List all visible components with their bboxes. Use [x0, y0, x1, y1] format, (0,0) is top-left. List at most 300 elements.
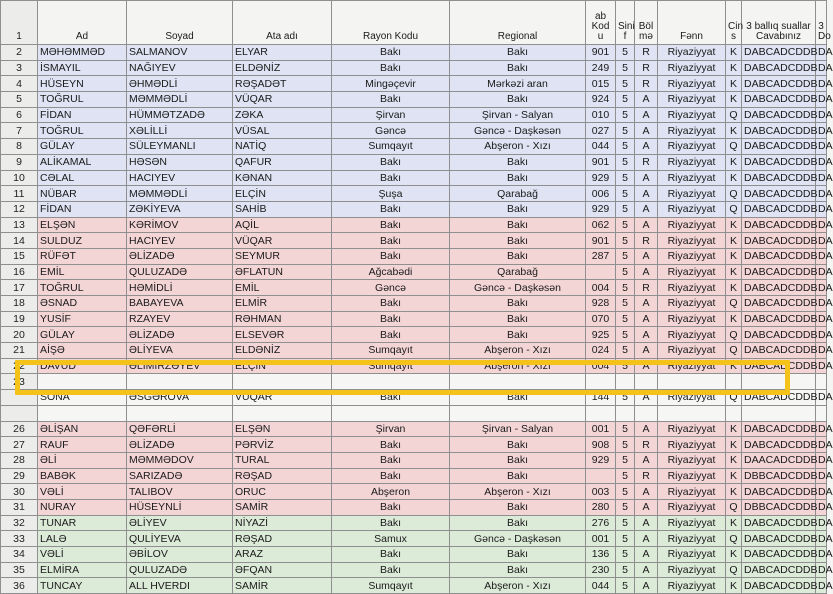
cell-kod[interactable]: 249: [586, 60, 616, 76]
cell-kod[interactable]: 924: [586, 92, 616, 108]
cell-cins[interactable]: K: [726, 452, 742, 468]
cell-ata-adi[interactable]: ELÇİN: [233, 186, 332, 202]
cell-bolme[interactable]: A: [635, 107, 658, 123]
cell-ad[interactable]: AİŞƏ: [38, 343, 127, 359]
cell-fenn[interactable]: Riyaziyyat: [658, 421, 726, 437]
cell-fenn[interactable]: Riyaziyyat: [658, 468, 726, 484]
cell-ad[interactable]: GÜLAY: [38, 327, 127, 343]
cell-soyad[interactable]: KƏRİMOV: [127, 217, 233, 233]
cell-ata-adi[interactable]: ELDƏNİZ: [233, 60, 332, 76]
cell-sinif[interactable]: 5: [616, 233, 635, 249]
column-header-ata-adi[interactable]: Ata adı: [233, 1, 332, 45]
cell-cins[interactable]: Q: [726, 343, 742, 359]
cell-fenn[interactable]: Riyaziyyat: [658, 311, 726, 327]
cell-regional[interactable]: Şirvan - Salyan: [450, 107, 586, 123]
cell-rayon[interactable]: Bakı: [332, 311, 450, 327]
cell-rayon[interactable]: Ağcabədi: [332, 264, 450, 280]
cell-ata-adi[interactable]: VÜQAR: [233, 233, 332, 249]
cell-kod[interactable]: 280: [586, 499, 616, 515]
cell-extra[interactable]: DA: [816, 170, 827, 186]
cell-cavab[interactable]: DABCADCDDB: [742, 217, 816, 233]
cell-regional[interactable]: Abşeron - Xızı: [450, 139, 586, 155]
cell-extra[interactable]: DA: [816, 76, 827, 92]
cell-sinif[interactable]: 5: [616, 358, 635, 374]
cell-sinif[interactable]: 5: [616, 547, 635, 563]
cell-cins[interactable]: Q: [726, 201, 742, 217]
cell-cins[interactable]: K: [726, 60, 742, 76]
cell-ad[interactable]: TOĞRUL: [38, 280, 127, 296]
cell-regional[interactable]: Bakı: [450, 452, 586, 468]
cell-soyad[interactable]: SÜLEYMANLI: [127, 139, 233, 155]
cell-extra[interactable]: DA: [816, 499, 827, 515]
row-number[interactable]: 2: [1, 45, 38, 61]
cell-extra[interactable]: DA: [816, 280, 827, 296]
cell-ad[interactable]: TUNAR: [38, 515, 127, 531]
cell-ata-adi[interactable]: NİYAZİ: [233, 515, 332, 531]
cell-soyad[interactable]: ƏLİZADƏ: [127, 248, 233, 264]
cell-sinif[interactable]: 5: [616, 437, 635, 453]
cell-soyad[interactable]: SALMANOV: [127, 45, 233, 61]
cell-extra[interactable]: DA: [816, 327, 827, 343]
cell-fenn[interactable]: Riyaziyyat: [658, 578, 726, 594]
cell-regional[interactable]: Abşeron - Xızı: [450, 578, 586, 594]
cell-bolme[interactable]: A: [635, 296, 658, 312]
cell-sinif[interactable]: 5: [616, 531, 635, 547]
row-number[interactable]: 16: [1, 264, 38, 280]
cell-sinif[interactable]: 5: [616, 499, 635, 515]
cell-fenn[interactable]: Riyaziyyat: [658, 484, 726, 500]
cell-soyad[interactable]: [127, 374, 233, 390]
cell-bolme[interactable]: A: [635, 531, 658, 547]
cell-soyad[interactable]: QULİYEVA: [127, 531, 233, 547]
cell-extra[interactable]: DA: [816, 139, 827, 155]
cell-cins[interactable]: Q: [726, 327, 742, 343]
cell-kod[interactable]: 044: [586, 578, 616, 594]
cell-rayon[interactable]: Sumqayıt: [332, 578, 450, 594]
cell-ata-adi[interactable]: VÜSAL: [233, 123, 332, 139]
cell-ata-adi[interactable]: SAMİR: [233, 578, 332, 594]
cell-fenn[interactable]: Riyaziyyat: [658, 547, 726, 563]
row-number[interactable]: 36: [1, 578, 38, 594]
cell-sinif[interactable]: 5: [616, 123, 635, 139]
cell-kod[interactable]: 001: [586, 421, 616, 437]
cell-cins[interactable]: Q: [726, 531, 742, 547]
cell-cavab[interactable]: DABCADCDDB: [742, 154, 816, 170]
row-number[interactable]: 4: [1, 76, 38, 92]
cell-ata-adi[interactable]: NATİQ: [233, 139, 332, 155]
cell-rayon[interactable]: Bakı: [332, 217, 450, 233]
cell-ata-adi[interactable]: RƏŞAD: [233, 468, 332, 484]
cell-soyad[interactable]: XƏLİLLİ: [127, 123, 233, 139]
column-header-regional[interactable]: Regional: [450, 1, 586, 45]
cell-soyad[interactable]: MƏMMƏDLİ: [127, 186, 233, 202]
cell-bolme[interactable]: A: [635, 547, 658, 563]
cell-cins[interactable]: Q: [726, 499, 742, 515]
cell-rayon[interactable]: Gəncə: [332, 123, 450, 139]
cell-sinif[interactable]: 5: [616, 280, 635, 296]
cell-cins[interactable]: K: [726, 92, 742, 108]
cell-kod[interactable]: 929: [586, 452, 616, 468]
cell-ad[interactable]: ELMİRA: [38, 562, 127, 578]
cell-ad[interactable]: SULDUZ: [38, 233, 127, 249]
cell-cavab[interactable]: DABCADCDDB: [742, 562, 816, 578]
cell-fenn[interactable]: Riyaziyyat: [658, 264, 726, 280]
cell-ata-adi[interactable]: ELMİR: [233, 296, 332, 312]
cell-cins[interactable]: K: [726, 547, 742, 563]
cell-cavab[interactable]: [742, 405, 816, 421]
row-number[interactable]: 6: [1, 107, 38, 123]
cell-regional[interactable]: [450, 374, 586, 390]
cell-cavab[interactable]: DABCADCDDB: [742, 264, 816, 280]
cell-ad[interactable]: TOĞRUL: [38, 123, 127, 139]
cell-ata-adi[interactable]: VÜQAR: [233, 92, 332, 108]
cell-extra[interactable]: DA: [816, 343, 827, 359]
cell-bolme[interactable]: R: [635, 154, 658, 170]
cell-regional[interactable]: Bakı: [450, 468, 586, 484]
column-header-bolme[interactable]: Böl mə: [635, 1, 658, 45]
cell-kod[interactable]: 015: [586, 76, 616, 92]
cell-soyad[interactable]: MƏMMƏDOV: [127, 452, 233, 468]
cell-kod[interactable]: 136: [586, 547, 616, 563]
cell-ad[interactable]: FİDAN: [38, 201, 127, 217]
cell-soyad[interactable]: SARIZADƏ: [127, 468, 233, 484]
cell-regional[interactable]: Bakı: [450, 515, 586, 531]
cell-ad[interactable]: FİDAN: [38, 107, 127, 123]
cell-bolme[interactable]: A: [635, 217, 658, 233]
cell-cavab[interactable]: DABCADCDDB: [742, 311, 816, 327]
row-number[interactable]: 32: [1, 515, 38, 531]
cell-bolme[interactable]: A: [635, 201, 658, 217]
row-number[interactable]: 31: [1, 499, 38, 515]
cell-cavab[interactable]: DABCADCDDB: [742, 123, 816, 139]
row-number[interactable]: 23: [1, 374, 38, 390]
cell-bolme[interactable]: R: [635, 76, 658, 92]
row-number[interactable]: 29: [1, 468, 38, 484]
cell-rayon[interactable]: Bakı: [332, 248, 450, 264]
cell-fenn[interactable]: Riyaziyyat: [658, 76, 726, 92]
cell-sinif[interactable]: 5: [616, 311, 635, 327]
cell-rayon[interactable]: Bakı: [332, 154, 450, 170]
cell-sinif[interactable]: 5: [616, 343, 635, 359]
cell-cins[interactable]: [726, 374, 742, 390]
cell-kod[interactable]: 006: [586, 186, 616, 202]
row-number[interactable]: 10: [1, 170, 38, 186]
cell-kod[interactable]: [586, 405, 616, 421]
cell-soyad[interactable]: ƏLİZADƏ: [127, 437, 233, 453]
row-number[interactable]: 35: [1, 562, 38, 578]
cell-cavab[interactable]: DBBCADCDDB: [742, 499, 816, 515]
cell-regional[interactable]: Bakı: [450, 499, 586, 515]
row-number-header[interactable]: 1: [1, 1, 38, 45]
row-number[interactable]: 11: [1, 186, 38, 202]
cell-ata-adi[interactable]: ELSEVƏR: [233, 327, 332, 343]
cell-fenn[interactable]: Riyaziyyat: [658, 296, 726, 312]
cell-ata-adi[interactable]: SAMİR: [233, 499, 332, 515]
cell-soyad[interactable]: HACIYEV: [127, 170, 233, 186]
cell-rayon[interactable]: Sumqayıt: [332, 358, 450, 374]
cell-ad[interactable]: RAUF: [38, 437, 127, 453]
cell-ata-adi[interactable]: ELŞƏN: [233, 421, 332, 437]
cell-cins[interactable]: Q: [726, 390, 742, 406]
cell-fenn[interactable]: Riyaziyyat: [658, 217, 726, 233]
cell-bolme[interactable]: A: [635, 139, 658, 155]
cell-regional[interactable]: Bakı: [450, 217, 586, 233]
cell-kod[interactable]: 230: [586, 562, 616, 578]
cell-regional[interactable]: Bakı: [450, 233, 586, 249]
cell-fenn[interactable]: [658, 405, 726, 421]
cell-regional[interactable]: Bakı: [450, 170, 586, 186]
cell-soyad[interactable]: RZAYEV: [127, 311, 233, 327]
cell-fenn[interactable]: Riyaziyyat: [658, 107, 726, 123]
cell-fenn[interactable]: Riyaziyyat: [658, 154, 726, 170]
cell-kod[interactable]: 928: [586, 296, 616, 312]
cell-ata-adi[interactable]: ORUC: [233, 484, 332, 500]
cell-ata-adi[interactable]: RƏŞAD: [233, 531, 332, 547]
cell-extra[interactable]: DA: [816, 484, 827, 500]
row-number[interactable]: 22: [1, 358, 38, 374]
cell-cavab[interactable]: DABCADCDDB: [742, 531, 816, 547]
cell-sinif[interactable]: 5: [616, 248, 635, 264]
cell-kod[interactable]: 901: [586, 45, 616, 61]
cell-bolme[interactable]: [635, 374, 658, 390]
cell-rayon[interactable]: Şirvan: [332, 421, 450, 437]
cell-soyad[interactable]: ƏLİMİRZƏYEV: [127, 358, 233, 374]
cell-cavab[interactable]: DABCADCDDB: [742, 186, 816, 202]
cell-cavab[interactable]: DABCADCDDB: [742, 484, 816, 500]
cell-kod[interactable]: 001: [586, 531, 616, 547]
cell-regional[interactable]: Abşeron - Xızı: [450, 358, 586, 374]
cell-ad[interactable]: İSMAYIL: [38, 60, 127, 76]
cell-ad[interactable]: ƏLİŞAN: [38, 421, 127, 437]
cell-sinif[interactable]: 5: [616, 201, 635, 217]
cell-fenn[interactable]: Riyaziyyat: [658, 170, 726, 186]
cell-rayon[interactable]: Bakı: [332, 562, 450, 578]
cell-kod[interactable]: 003: [586, 484, 616, 500]
cell-kod[interactable]: 044: [586, 139, 616, 155]
cell-regional[interactable]: Abşeron - Xızı: [450, 343, 586, 359]
cell-extra[interactable]: DA: [816, 107, 827, 123]
cell-ata-adi[interactable]: SEYMUR: [233, 248, 332, 264]
cell-cavab[interactable]: DABCADCDDB: [742, 201, 816, 217]
column-header-fenn[interactable]: Fənn: [658, 1, 726, 45]
cell-bolme[interactable]: A: [635, 343, 658, 359]
cell-cavab[interactable]: DAACADCDDB: [742, 452, 816, 468]
cell-ad[interactable]: VƏLİ: [38, 547, 127, 563]
cell-ata-adi[interactable]: QAFUR: [233, 154, 332, 170]
cell-ad[interactable]: GÜLAY: [38, 139, 127, 155]
cell-bolme[interactable]: A: [635, 92, 658, 108]
cell-extra[interactable]: DA: [816, 390, 827, 406]
cell-rayon[interactable]: Abşeron: [332, 484, 450, 500]
cell-sinif[interactable]: 5: [616, 296, 635, 312]
cell-extra[interactable]: DA: [816, 45, 827, 61]
cell-cins[interactable]: K: [726, 578, 742, 594]
cell-cins[interactable]: K: [726, 311, 742, 327]
cell-soyad[interactable]: [127, 405, 233, 421]
cell-kod[interactable]: 004: [586, 358, 616, 374]
cell-extra[interactable]: DA: [816, 531, 827, 547]
column-header-suallar[interactable]: 3 ballıq suallar Cavabınız: [742, 1, 816, 45]
row-number[interactable]: 34: [1, 547, 38, 563]
cell-cins[interactable]: K: [726, 45, 742, 61]
cell-ad[interactable]: YUSİF: [38, 311, 127, 327]
cell-bolme[interactable]: R: [635, 45, 658, 61]
cell-regional[interactable]: Bakı: [450, 154, 586, 170]
cell-cins[interactable]: Q: [726, 107, 742, 123]
cell-regional[interactable]: Bakı: [450, 390, 586, 406]
cell-rayon[interactable]: Bakı: [332, 499, 450, 515]
cell-bolme[interactable]: A: [635, 264, 658, 280]
cell-fenn[interactable]: Riyaziyyat: [658, 515, 726, 531]
cell-ad[interactable]: ALİKAMAL: [38, 154, 127, 170]
cell-cins[interactable]: K: [726, 154, 742, 170]
cell-sinif[interactable]: 5: [616, 515, 635, 531]
cell-cins[interactable]: Q: [726, 139, 742, 155]
cell-cavab[interactable]: DABCADCDDB: [742, 343, 816, 359]
cell-extra[interactable]: DA: [816, 437, 827, 453]
cell-cavab[interactable]: DABCADCDDB: [742, 515, 816, 531]
cell-fenn[interactable]: Riyaziyyat: [658, 562, 726, 578]
cell-rayon[interactable]: Bakı: [332, 296, 450, 312]
row-number[interactable]: 20: [1, 327, 38, 343]
cell-soyad[interactable]: QULUZADƏ: [127, 562, 233, 578]
cell-sinif[interactable]: 5: [616, 327, 635, 343]
cell-fenn[interactable]: Riyaziyyat: [658, 60, 726, 76]
cell-kod[interactable]: 901: [586, 154, 616, 170]
cell-extra[interactable]: DA: [816, 421, 827, 437]
cell-bolme[interactable]: [635, 405, 658, 421]
row-number[interactable]: 3: [1, 60, 38, 76]
cell-fenn[interactable]: Riyaziyyat: [658, 327, 726, 343]
cell-ata-adi[interactable]: ƏFLATUN: [233, 264, 332, 280]
cell-rayon[interactable]: Sumqayıt: [332, 343, 450, 359]
cell-fenn[interactable]: Riyaziyyat: [658, 186, 726, 202]
cell-sinif[interactable]: 5: [616, 390, 635, 406]
cell-ata-adi[interactable]: KƏNAN: [233, 170, 332, 186]
cell-ad[interactable]: TOĞRUL: [38, 92, 127, 108]
cell-ad[interactable]: NÜBAR: [38, 186, 127, 202]
cell-rayon[interactable]: Samux: [332, 531, 450, 547]
cell-fenn[interactable]: Riyaziyyat: [658, 139, 726, 155]
cell-kod[interactable]: 929: [586, 170, 616, 186]
cell-rayon[interactable]: Bakı: [332, 515, 450, 531]
cell-bolme[interactable]: R: [635, 60, 658, 76]
cell-fenn[interactable]: Riyaziyyat: [658, 201, 726, 217]
cell-ata-adi[interactable]: TURAL: [233, 452, 332, 468]
cell-bolme[interactable]: A: [635, 499, 658, 515]
cell-soyad[interactable]: ƏHMƏDLİ: [127, 76, 233, 92]
cell-fenn[interactable]: Riyaziyyat: [658, 437, 726, 453]
cell-cins[interactable]: [726, 405, 742, 421]
cell-regional[interactable]: Bakı: [450, 92, 586, 108]
cell-extra[interactable]: DA: [816, 201, 827, 217]
row-number[interactable]: 26: [1, 421, 38, 437]
cell-regional[interactable]: Bakı: [450, 311, 586, 327]
cell-extra[interactable]: DA: [816, 217, 827, 233]
cell-regional[interactable]: Bakı: [450, 60, 586, 76]
cell-extra[interactable]: [816, 374, 827, 390]
cell-cins[interactable]: K: [726, 217, 742, 233]
row-number[interactable]: 28: [1, 452, 38, 468]
cell-extra[interactable]: DA: [816, 547, 827, 563]
cell-ata-adi[interactable]: [233, 405, 332, 421]
cell-extra[interactable]: DA: [816, 515, 827, 531]
cell-sinif[interactable]: 5: [616, 186, 635, 202]
cell-kod[interactable]: [586, 468, 616, 484]
cell-bolme[interactable]: R: [635, 437, 658, 453]
cell-cins[interactable]: K: [726, 421, 742, 437]
cell-regional[interactable]: Bakı: [450, 45, 586, 61]
cell-ata-adi[interactable]: RƏŞADƏT: [233, 76, 332, 92]
cell-kod[interactable]: 908: [586, 437, 616, 453]
cell-ad[interactable]: TUNCAY: [38, 578, 127, 594]
cell-sinif[interactable]: 5: [616, 468, 635, 484]
cell-ad[interactable]: LALƏ: [38, 531, 127, 547]
cell-cins[interactable]: K: [726, 437, 742, 453]
cell-sinif[interactable]: 5: [616, 45, 635, 61]
cell-cins[interactable]: Q: [726, 296, 742, 312]
row-number[interactable]: 7: [1, 123, 38, 139]
cell-extra[interactable]: DA: [816, 154, 827, 170]
cell-cavab[interactable]: DABCADCDDB: [742, 248, 816, 264]
row-number[interactable]: 17: [1, 280, 38, 296]
row-number[interactable]: [1, 405, 38, 421]
cell-regional[interactable]: Qarabağ: [450, 186, 586, 202]
cell-kod[interactable]: 929: [586, 201, 616, 217]
cell-regional[interactable]: Bakı: [450, 547, 586, 563]
row-number[interactable]: 12: [1, 201, 38, 217]
cell-kod[interactable]: 925: [586, 327, 616, 343]
row-number[interactable]: 19: [1, 311, 38, 327]
cell-ad[interactable]: ƏLİ: [38, 452, 127, 468]
cell-kod[interactable]: [586, 264, 616, 280]
cell-fenn[interactable]: Riyaziyyat: [658, 499, 726, 515]
cell-sinif[interactable]: 5: [616, 76, 635, 92]
cell-cins[interactable]: K: [726, 468, 742, 484]
cell-fenn[interactable]: Riyaziyyat: [658, 390, 726, 406]
cell-rayon[interactable]: Bakı: [332, 92, 450, 108]
cell-rayon[interactable]: Bakı: [332, 468, 450, 484]
cell-extra[interactable]: DA: [816, 233, 827, 249]
cell-ad[interactable]: EMİL: [38, 264, 127, 280]
cell-sinif[interactable]: 5: [616, 421, 635, 437]
cell-extra[interactable]: DA: [816, 264, 827, 280]
cell-regional[interactable]: Şirvan - Salyan: [450, 421, 586, 437]
cell-cavab[interactable]: DABCADCDDB: [742, 390, 816, 406]
cell-regional[interactable]: Abşeron - Xızı: [450, 484, 586, 500]
cell-sinif[interactable]: 5: [616, 452, 635, 468]
cell-cins[interactable]: Q: [726, 562, 742, 578]
cell-fenn[interactable]: Riyaziyyat: [658, 123, 726, 139]
row-number[interactable]: 14: [1, 233, 38, 249]
cell-bolme[interactable]: A: [635, 562, 658, 578]
cell-rayon[interactable]: Şuşa: [332, 186, 450, 202]
cell-cins[interactable]: Q: [726, 186, 742, 202]
cell-bolme[interactable]: A: [635, 186, 658, 202]
cell-bolme[interactable]: R: [635, 280, 658, 296]
cell-soyad[interactable]: MƏMMƏDLİ: [127, 92, 233, 108]
cell-cavab[interactable]: [742, 374, 816, 390]
cell-soyad[interactable]: HƏMİDLİ: [127, 280, 233, 296]
cell-fenn[interactable]: Riyaziyyat: [658, 45, 726, 61]
cell-cavab[interactable]: DABCADCDDB: [742, 233, 816, 249]
cell-soyad[interactable]: ƏLİYEVA: [127, 343, 233, 359]
cell-rayon[interactable]: Sumqayıt: [332, 139, 450, 155]
cell-extra[interactable]: DA: [816, 248, 827, 264]
cell-rayon[interactable]: Şirvan: [332, 107, 450, 123]
cell-sinif[interactable]: 5: [616, 578, 635, 594]
cell-kod[interactable]: 144: [586, 390, 616, 406]
